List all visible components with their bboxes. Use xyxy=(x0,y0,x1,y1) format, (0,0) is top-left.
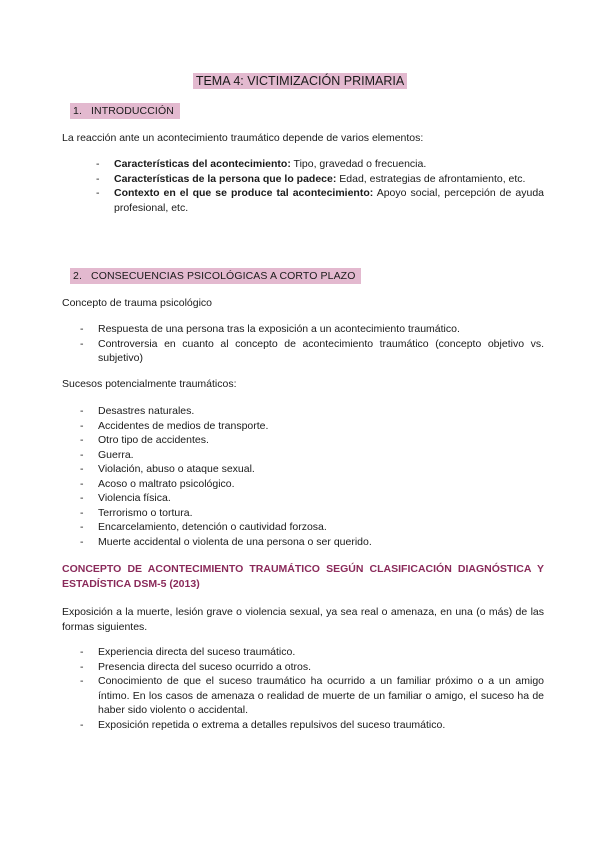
list-item: - Guerra. xyxy=(62,448,544,463)
traumatic-events-list xyxy=(62,404,544,549)
section-heading-consecuencias xyxy=(70,270,361,282)
section-heading-introduccion xyxy=(70,105,180,117)
list-item: - Experiencia directa del suceso traumático. xyxy=(62,645,544,660)
list-item: - Violencia física. xyxy=(62,491,544,506)
list-item: - Presencia directa del suceso ocurrido a otros. xyxy=(62,660,544,675)
list-item: - Muerte accidental o violenta de una persona o ser querido. xyxy=(62,535,544,550)
item-text: Edad, estrategias de afrontamiento, etc. xyxy=(336,172,526,185)
item-text: Tipo, gravedad o frecuencia. xyxy=(290,158,427,170)
section-number: 1. xyxy=(73,105,82,117)
item-label: Características de la persona que lo padece: xyxy=(114,172,337,185)
list-item: - Accidentes de medios de transporte. xyxy=(62,419,544,434)
list-item: - Acoso o maltrato psicológico. xyxy=(62,477,544,492)
item-text: Apoyo social, percepción de ayuda profesional, etc. xyxy=(114,187,544,214)
section-number: 2. xyxy=(73,270,82,282)
list-item: - Conocimiento de que el suceso traumático ha ocurrido a un familiar próximo o a un amigo íntimo. En los casos de amenaza o realidad de muerte de un familiar o amigo, el suceso ha de haber sido violento o accidental. xyxy=(62,674,544,718)
item-label: Características del acontecimiento: xyxy=(114,158,291,170)
list-item: - Desastres naturales. xyxy=(62,404,544,419)
trauma-concept-label: Concepto de trauma psicológico xyxy=(62,297,213,309)
dsm5-intro-paragraph: Exposición a la muerte, lesión grave o violencia sexual, ya sea real o amenaza, en una (o más) de las formas siguientes. xyxy=(62,606,544,633)
list-item: - Encarcelamiento, detención o cautividad forzosa. xyxy=(62,520,544,535)
dsm5-forms-list xyxy=(62,645,544,732)
intro-paragraph: La reacción ante un acontecimiento traumático depende de varios elementos: xyxy=(62,132,424,144)
list-item xyxy=(62,186,544,215)
page-title xyxy=(0,72,600,90)
list-item: - Violación, abuso o ataque sexual. xyxy=(62,462,544,477)
list-item: - Respuesta de una persona tras la exposición a un acontecimiento traumático. xyxy=(62,322,544,337)
dsm5-concept-heading: CONCEPTO DE ACONTECIMIENTO TRAUMÁTICO SEGÚN CLASIFICACIÓN DIAGNÓSTICA Y ESTADÍSTICA DSM-5 (2013) xyxy=(62,563,544,590)
item-label: Contexto en el que se produce tal acontecimiento: xyxy=(114,187,374,199)
traumatic-events-label: Sucesos potencialmente traumáticos: xyxy=(62,378,237,390)
section-title: CONSECUENCIAS PSICOLÓGICAS A CORTO PLAZO xyxy=(91,270,356,282)
section-title: INTRODUCCIÓN xyxy=(91,105,174,117)
factors-list xyxy=(62,157,544,215)
trauma-concept-list xyxy=(62,322,544,366)
list-item: - Terrorismo o tortura. xyxy=(62,506,544,521)
list-item: - Exposición repetida o extrema a detalles repulsivos del suceso traumático. xyxy=(62,718,544,733)
list-item xyxy=(62,172,544,187)
list-item: - Otro tipo de accidentes. xyxy=(62,433,544,448)
list-item: - Controversia en cuanto al concepto de acontecimiento traumático (concepto objetivo vs. subjetivo) xyxy=(62,337,544,366)
page-title-text: TEMA 4: VICTIMIZACIÓN PRIMARIA xyxy=(193,73,407,89)
list-item xyxy=(62,157,544,172)
